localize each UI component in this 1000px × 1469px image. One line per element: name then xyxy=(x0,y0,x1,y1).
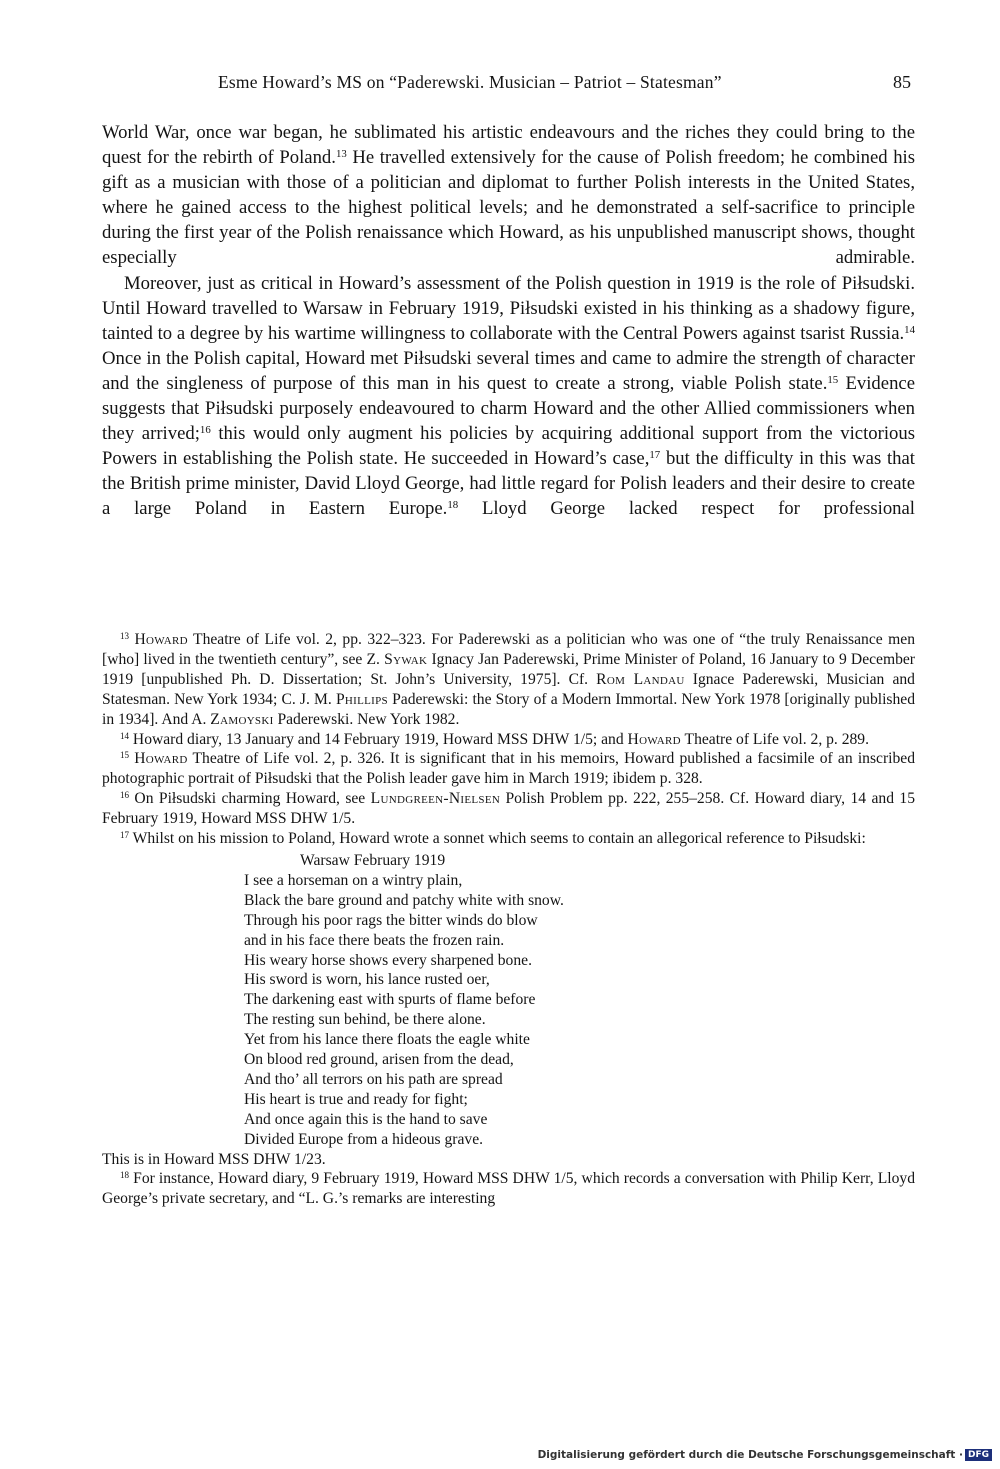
sonnet xyxy=(102,851,915,1150)
footnote-ref-13[interactable]: 13 xyxy=(335,148,347,161)
running-title: Esme Howard’s MS on “Paderewski. Musician – Patriot – Statesman” xyxy=(218,72,722,92)
poem-line: And tho’ all terrors on his path are spread xyxy=(244,1070,503,1088)
poem-line: Through his poor rags the bitter winds do blow xyxy=(244,911,538,929)
footnote-15: $^{15}$ Howard Theatre of Life vol. 2, p. 326. It is significant that in his memoirs, Howard published a facsimile of an inscribed photographic portrait of Piłsudski that the Polish leader gave him in March 1919; ibidem p. 328. xyxy=(102,750,915,788)
poem-line: The darkening east with spurts of flame before xyxy=(244,991,536,1009)
poem-line: and in his face there beats the frozen rain. xyxy=(244,931,505,949)
page-number: 85 xyxy=(893,72,911,92)
footnote-17: $^{17}$ Whilst on his mission to Poland, Howard wrote a sonnet which seems to contain an allegorical reference to Piłsudski: xyxy=(120,830,866,848)
dfg-logo: DFG xyxy=(965,1449,992,1461)
footnote-ref-15[interactable]: 15 xyxy=(827,373,839,386)
poem-line: His weary horse shows every sharpened bone. xyxy=(244,951,532,969)
credit-text: Digitalisierung gefördert durch die Deutsche Forschungsgemeinschaft · xyxy=(537,1449,963,1461)
footnotes xyxy=(102,630,915,1209)
footnote-18: $^{18}$ For instance, Howard diary, 9 February 1919, Howard MSS DHW 1/5, which records a conversation with Philip Kerr, Lloyd George’s private secretary, and “L. G.’s remarks are interesting xyxy=(102,1170,915,1208)
poem-source: This is in Howard MSS DHW 1/23. xyxy=(102,1150,326,1168)
paragraph-2: Moreover, just as critical in Howard’s assessment of the Polish question in 1919 is the role of Piłsudski. Until Howard travelled to Warsaw in February 1919, Piłsudski existed in his thinking as a shadowy figure, tainted to a degree by his wartime willingness to collaborate with the Central Powers against tsarist Russia.$^{14}$ Once in the Polish capital, Howard met Piłsudski several times and came to admire the strength of character and the singleness of purpose of this man in his quest to create a strong, viable Polish state.$^{15}$ Evidence suggests that Piłsudski purposely endeavoured to charm Howard and the other Allied commissioners when they arrived;$^{16}$ this would only augment his policies by acquiring additional support from the victorious Powers in establishing the Polish state. He succeeded in Howard’s case,$^{17}$ but the difficulty in this was that the British prime minister, David Lloyd George, had little regard for Polish leaders and their desire to create a large Poland in Eastern Europe.$^{18}$ Lloyd George lacked respect for professional xyxy=(102,272,916,520)
poem-line: I see a horseman on a wintry plain, xyxy=(244,871,463,889)
footnote-ref-17[interactable]: 17 xyxy=(649,449,661,462)
footnote-16: $^{16}$ On Piłsudski charming Howard, see Lundgreen-Nielsen Polish Problem pp. 222, 255–258. Cf. Howard diary, 14 and 15 February 1919, Howard MSS DHW 1/5. xyxy=(102,790,915,828)
poem-line: Divided Europe from a hideous grave. xyxy=(244,1130,484,1148)
poem-line: And once again this is the hand to save xyxy=(244,1110,488,1128)
digitization-credit xyxy=(538,1449,992,1461)
main-text xyxy=(102,120,915,522)
footnote-ref-18[interactable]: 18 xyxy=(447,499,459,512)
poem-line: Black the bare ground and patchy white with snow. xyxy=(244,891,564,909)
poem-line: On blood red ground, arisen from the dead, xyxy=(244,1051,514,1069)
poem-line: His sword is worn, his lance rusted oer, xyxy=(244,971,490,989)
paragraph-1: World War, once war began, he sublimated his artistic endeavours and the riches they could bring to the quest for the rebirth of Poland.$^{13}$ He travelled extensively for the cause of Polish freedom; he combined his gift as a musician with those of a politician and diplomat to further Polish interests in the United States, where he gained access to the highest political levels; and he demonstrated a self-sacrifice to principle during the first year of the Polish renaissance which Howard, as his unpublished manuscript shows, thought especially admirable. xyxy=(102,122,916,269)
footnote-14: $^{14}$ Howard diary, 13 January and 14 February 1919, Howard MSS DHW 1/5; and Howard Theatre of Life vol. 2, p. 289. xyxy=(120,730,870,748)
poem-line: The resting sun behind, be there alone. xyxy=(244,1011,486,1029)
footnote-ref-16[interactable]: 16 xyxy=(199,424,211,437)
running-header xyxy=(0,72,1000,102)
footnote-ref-14[interactable]: 14 xyxy=(904,323,915,336)
poem-line: Yet from his lance there floats the eagle white xyxy=(244,1031,530,1049)
poem-line: His heart is true and ready for fight; xyxy=(244,1090,468,1108)
sonnet-title: Warsaw February 1919 xyxy=(300,851,446,869)
footnote-13: $^{13}$ Howard Theatre of Life vol. 2, pp. 322–323. For Paderewski as a politician who was one of “the truly Renaissance men [who] lived in the twentieth century”, see Z. Sywak Ignacy Jan Paderewski, Prime Minister of Poland, 16 January to 9 December 1919 [unpublished Ph. D. Dissertation; St. John’s University, 1975]. Cf. Rom Landau Ignace Paderewski, Musician and Statesman. New York 1934; C. J. M. Phillips Paderewski: the Story of a Modern Immortal. New York 1978 [originally published in 1934]. And A. Zamoyski Paderewski. New York 1982. xyxy=(102,631,915,728)
